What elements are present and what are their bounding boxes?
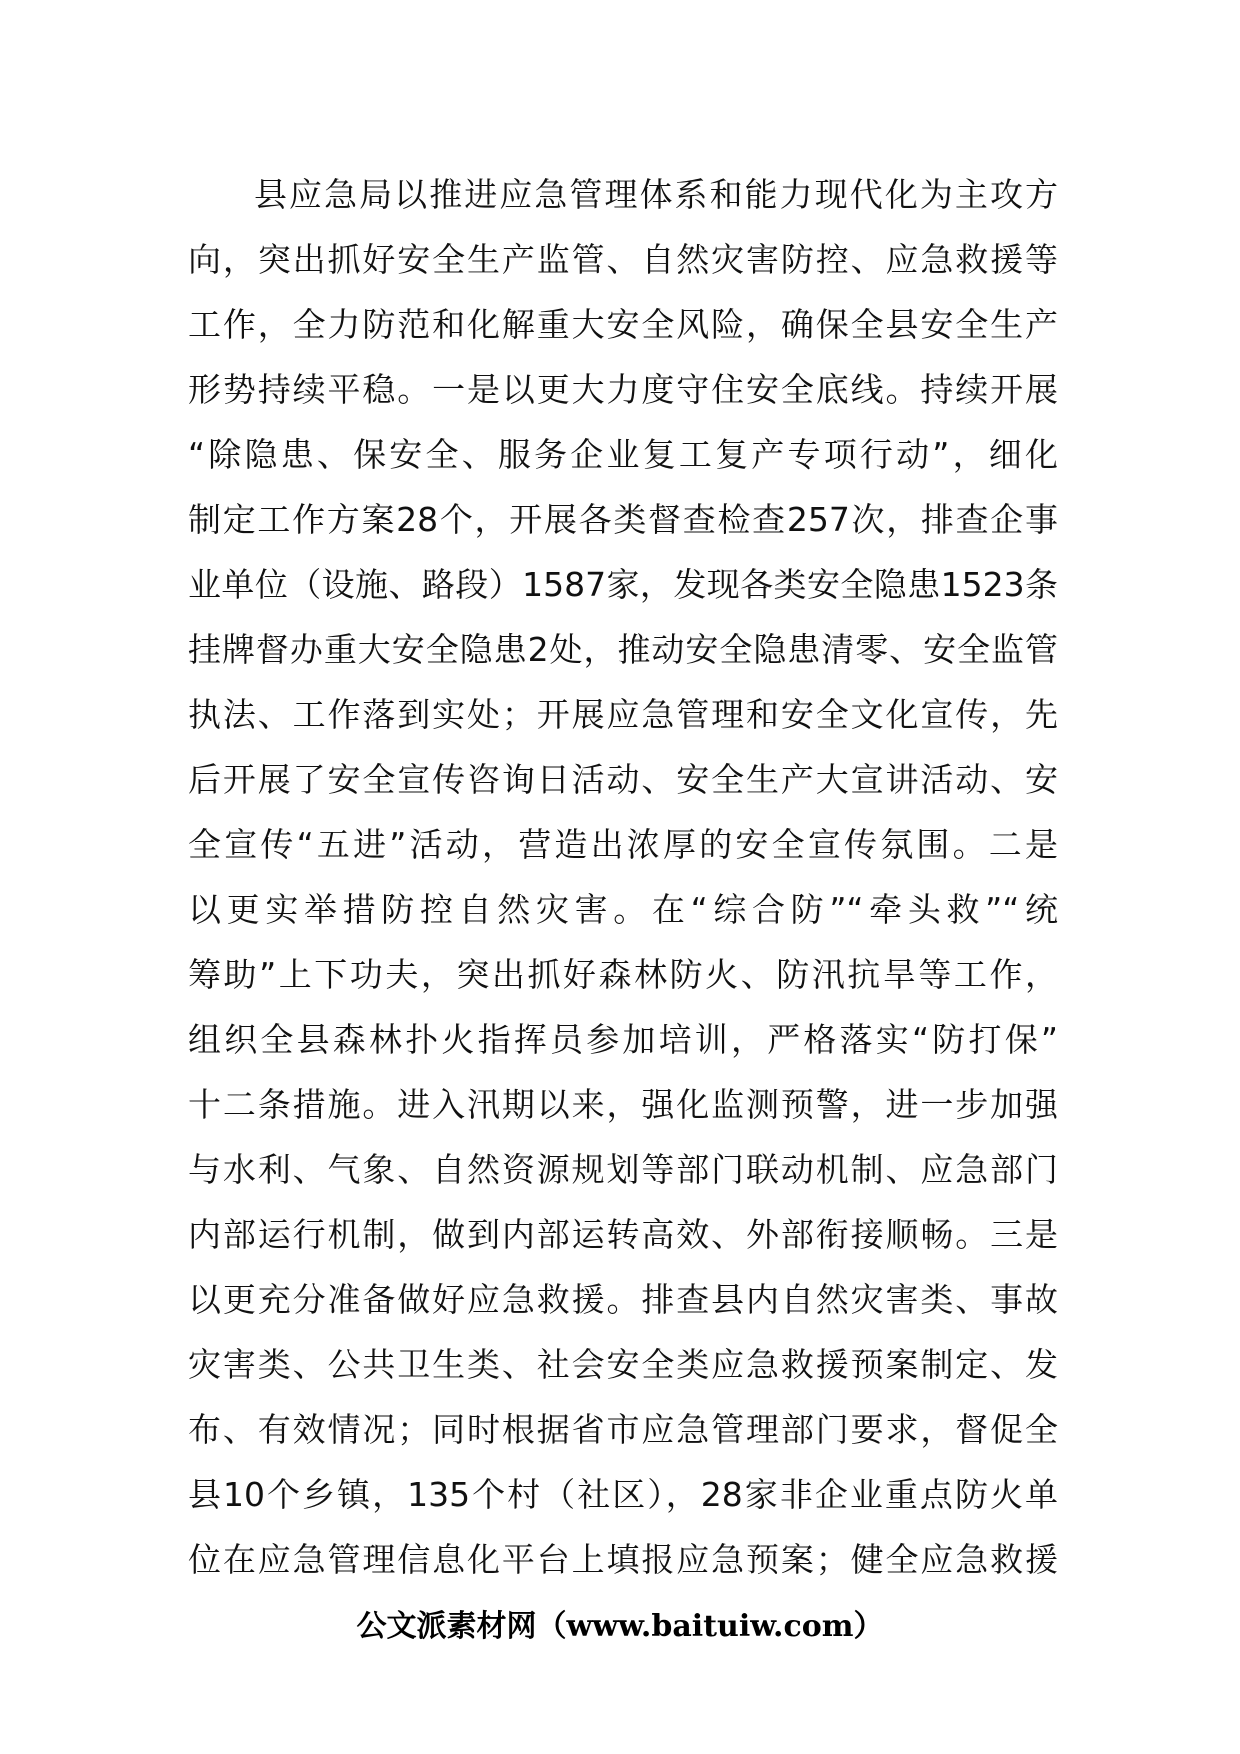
paragraph-line: 执法、工作落到实处；开展应急管理和安全文化宣传，先	[188, 695, 1058, 734]
paragraph-line: 内部运行机制，做到内部运转高效、外部衔接顺畅。三是	[188, 1215, 1058, 1254]
paragraph-line: 后开展了安全宣传咨询日活动、安全生产大宣讲活动、安	[188, 760, 1058, 799]
paragraph-line: 制定工作方案28个，开展各类督查检查257次，排查企事	[188, 500, 1058, 539]
paragraph-line: 县应急局以推进应急管理体系和能力现代化为主攻方	[254, 175, 1058, 214]
paragraph-line: 组织全县森林扑火指挥员参加培训，严格落实“防打保”	[188, 1020, 1058, 1059]
paragraph-line: 十二条措施。进入汛期以来，强化监测预警，进一步加强	[188, 1085, 1058, 1124]
paragraph-line: 全宣传“五进”活动，营造出浓厚的安全宣传氛围。二是	[188, 825, 1058, 864]
paragraph-line: 灾害类、公共卫生类、社会安全类应急救援预案制定、发	[188, 1345, 1058, 1384]
paragraph-line: 工作，全力防范和化解重大安全风险，确保全县安全生产	[188, 305, 1058, 344]
paragraph-line: 业单位（设施、路段）1587家，发现各类安全隐患1523条	[188, 565, 1058, 604]
paragraph-line: 位在应急管理信息化平台上填报应急预案；健全应急救援	[188, 1540, 1058, 1579]
paragraph-line: 以更充分准备做好应急救援。排查县内自然灾害类、事故	[188, 1280, 1058, 1319]
body-paragraph	[188, 162, 1058, 1592]
footer-watermark: 公文派素材网（www.baituiw.com）	[356, 1609, 884, 1644]
paragraph-line: 布、有效情况；同时根据省市应急管理部门要求，督促全	[188, 1410, 1058, 1449]
paragraph-line: 与水利、气象、自然资源规划等部门联动机制、应急部门	[188, 1150, 1058, 1189]
paragraph-line: 筹助”上下功夫，突出抓好森林防火、防汛抗旱等工作，	[188, 955, 1058, 994]
paragraph-line: 向，突出抓好安全生产监管、自然灾害防控、应急救援等	[188, 240, 1058, 279]
paragraph-line: 挂牌督办重大安全隐患2处，推动安全隐患清零、安全监管	[188, 630, 1058, 669]
paragraph-line: 县10个乡镇，135个村（社区），28家非企业重点防火单	[188, 1475, 1058, 1514]
paragraph-line: 以更实举措防控自然灾害。在“综合防”“牵头救”“统	[188, 890, 1058, 929]
paragraph-line: 形势持续平稳。一是以更大力度守住安全底线。持续开展	[188, 370, 1058, 409]
paragraph-line: “除隐患、保安全、服务企业复工复产专项行动”，细化	[188, 435, 1058, 474]
